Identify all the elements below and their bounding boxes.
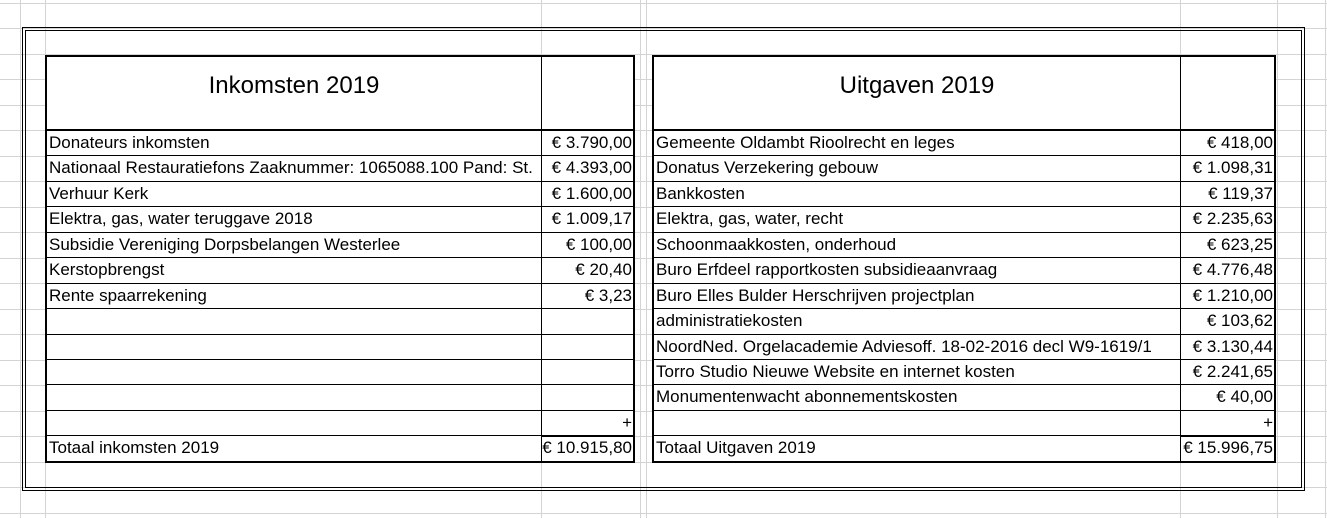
expense-row-amount: € 1.098,31 xyxy=(1180,156,1274,180)
expense-row-label: Gemeente Oldambt Rioolrecht en leges xyxy=(656,133,955,152)
blank-label-cell xyxy=(654,411,1180,435)
expense-row-label: Torro Studio Nieuwe Website en internet kosten xyxy=(656,361,1015,381)
income-row xyxy=(47,232,633,257)
expense-row xyxy=(654,359,1274,384)
expense-row xyxy=(654,181,1274,206)
expense-total-amount: € 15.996,75 xyxy=(1180,436,1274,460)
income-total-row xyxy=(47,435,633,460)
expense-row-amount: € 2.241,65 xyxy=(1180,360,1274,384)
blank-row xyxy=(47,384,633,409)
income-row-label: Nationaal Restauratiefons Zaaknummer: 1065088.100 Pand: St. xyxy=(49,158,533,178)
blank-label-cell xyxy=(47,309,541,333)
income-row-label: Kerstopbrengst xyxy=(49,260,165,280)
expense-row xyxy=(654,257,1274,282)
income-total-label: Totaal inkomsten 2019 xyxy=(49,438,220,458)
income-row xyxy=(47,181,633,206)
income-row xyxy=(47,155,633,180)
expense-row-amount: € 623,25 xyxy=(1180,233,1274,257)
blank-amount-cell xyxy=(541,360,633,384)
income-row-label: Donateurs inkomsten xyxy=(49,133,210,152)
income-subtotal-row xyxy=(47,410,633,435)
blank-amount-cell xyxy=(541,335,633,359)
expense-row-label: Schoonmaakkosten, onderhoud xyxy=(656,234,897,254)
income-title: Inkomsten 2019 xyxy=(208,72,380,99)
expense-row-amount: € 4.776,48 xyxy=(1180,258,1274,282)
expense-row-label: Donatus Verzekering gebouw xyxy=(656,158,879,178)
income-row-amount: € 3,23 xyxy=(541,284,633,308)
income-row xyxy=(47,257,633,282)
blank-label-cell xyxy=(47,360,541,384)
blank-row xyxy=(47,359,633,384)
expense-row xyxy=(654,308,1274,333)
plus-marker: + xyxy=(541,411,633,435)
header-amount-cell xyxy=(1180,57,1274,129)
expenses-title: Uitgaven 2019 xyxy=(839,72,995,99)
income-row-amount: € 1.009,17 xyxy=(541,207,633,231)
expense-row-label: Buro Erfdeel rapportkosten subsidieaanvraag xyxy=(656,260,998,280)
income-row xyxy=(47,206,633,231)
blank-amount-cell xyxy=(541,385,633,409)
expense-row-amount: € 2.235,63 xyxy=(1180,207,1274,231)
income-row xyxy=(47,283,633,308)
income-table-header xyxy=(47,57,633,130)
expense-row-amount: € 119,37 xyxy=(1180,182,1274,206)
expense-row xyxy=(654,334,1274,359)
expense-row xyxy=(654,155,1274,180)
expense-row-amount: € 40,00 xyxy=(1180,385,1274,409)
expense-row xyxy=(654,384,1274,409)
expense-row xyxy=(654,130,1274,155)
blank-row xyxy=(47,308,633,333)
expense-row xyxy=(654,232,1274,257)
expenses-table-header xyxy=(654,57,1274,130)
expense-row-label: NoordNed. Orgelacademie Adviesoff. 18-02-2016 decl W9-1619/1 xyxy=(656,336,1152,356)
blank-label-cell xyxy=(47,411,541,435)
expense-row xyxy=(654,206,1274,231)
blank-label-cell xyxy=(47,335,541,359)
expense-row-amount: € 1.210,00 xyxy=(1180,284,1274,308)
expense-total-row xyxy=(654,435,1274,460)
income-row-amount: € 4.393,00 xyxy=(541,156,633,180)
expense-row-amount: € 103,62 xyxy=(1180,309,1274,333)
income-row-label: Rente spaarrekening xyxy=(49,285,207,305)
income-row-label: Elektra, gas, water teruggave 2018 xyxy=(49,209,313,229)
blank-label-cell xyxy=(47,385,541,409)
expense-row-label: Monumentenwacht abonnementskosten xyxy=(656,387,958,407)
income-table xyxy=(45,55,635,463)
expense-row-label: Bankkosten xyxy=(656,183,745,203)
income-row-amount: € 20,40 xyxy=(541,258,633,282)
header-amount-cell xyxy=(541,57,633,129)
income-row-label: Verhuur Kerk xyxy=(49,183,149,203)
expense-row-label: Elektra, gas, water, recht xyxy=(656,209,844,229)
blank-row xyxy=(47,334,633,359)
income-row xyxy=(47,130,633,155)
income-row-amount: € 100,00 xyxy=(541,233,633,257)
expenses-table xyxy=(652,55,1276,463)
blank-amount-cell xyxy=(541,309,633,333)
expense-total-label: Totaal Uitgaven 2019 xyxy=(656,438,816,458)
expense-row-amount: € 3.130,44 xyxy=(1180,335,1274,359)
income-total-amount: € 10.915,80 xyxy=(541,436,633,460)
expense-row-amount: € 418,00 xyxy=(1180,131,1274,155)
income-row-label: Subsidie Vereniging Dorpsbelangen Westerlee xyxy=(49,234,401,254)
income-row-amount: € 3.790,00 xyxy=(541,131,633,155)
expense-row-label: administratiekosten xyxy=(656,311,803,331)
income-row-amount: € 1.600,00 xyxy=(541,182,633,206)
expense-subtotal-row xyxy=(654,410,1274,435)
expense-row-label: Buro Elles Bulder Herschrijven projectplan xyxy=(656,285,975,305)
expense-row xyxy=(654,283,1274,308)
plus-marker: + xyxy=(1180,411,1274,435)
